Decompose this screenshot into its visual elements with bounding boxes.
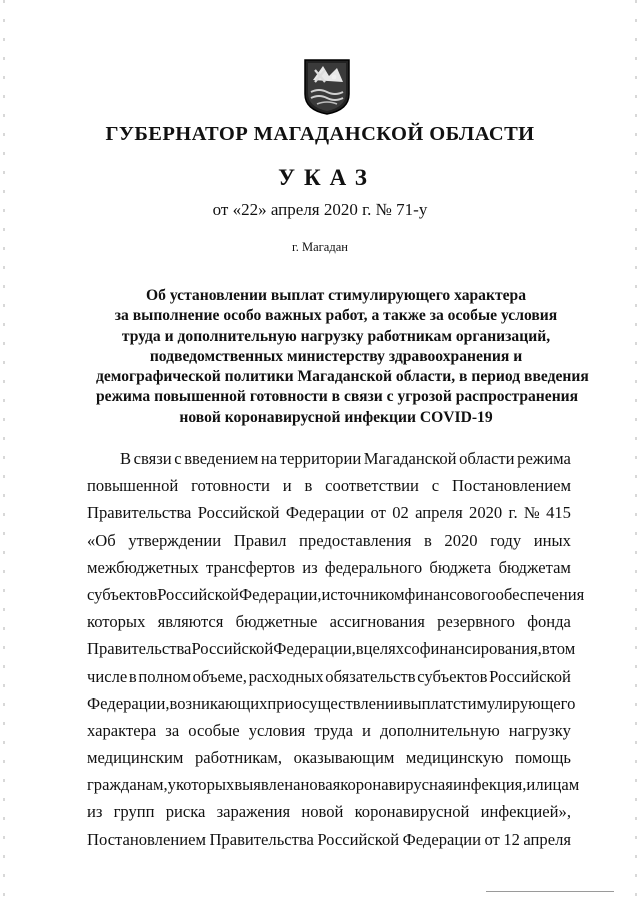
body-word: из [302,557,318,577]
body-line [87,826,571,853]
body-line [87,581,585,608]
body-word: трансфертов [206,557,295,577]
body-word: особые [188,720,240,740]
body-word: дополнительную [379,720,500,740]
body-word: Магаданской [363,449,457,468]
body-word: иных [533,530,571,550]
bottom-rule [486,891,614,892]
body-word: из [87,802,103,822]
body-word: групп [113,802,155,822]
body-word: ассигнования [329,612,425,632]
body-word: лицам [535,775,580,795]
body-word: целях [363,639,405,659]
body-word: источником [321,584,405,604]
body-word: за [165,720,180,740]
document-body [87,445,585,853]
body-word: от [370,503,386,523]
body-word: являются [157,612,224,632]
body-line [87,554,571,581]
body-word: межбюджетных [87,557,199,577]
body-word: Правительства [87,639,192,659]
body-word: 12 [503,829,520,849]
body-word: объеме, [192,666,247,686]
body-word: в [423,530,432,550]
body-word: и [526,775,536,795]
body-word: софинансирования, [404,639,542,659]
body-word: бюджетные [235,612,318,632]
document-city: г. Магадан [292,240,348,254]
body-line [87,771,580,798]
body-word: заражения [216,802,291,822]
body-word: «Об [87,530,116,550]
body-word: Постановлением [87,829,206,849]
body-line [87,744,571,771]
body-word: Федерации, [273,639,356,659]
body-word: Федерации [285,503,365,523]
title-line: новой коронавирусной инфекции COVID-19 [179,408,493,426]
document-dateline: от «22» апреля 2020 г. № 71-у [212,200,428,219]
body-word: финансового [404,584,496,604]
body-word: апреля [415,503,463,523]
body-line [87,608,571,635]
body-word: риска [165,802,206,822]
body-word: с [431,476,440,496]
body-word: выявлена [234,775,301,795]
body-word: 2020 [469,503,503,523]
body-word: которых [87,612,146,632]
body-word: помощь [514,748,571,768]
body-word: предоставления [299,530,412,550]
body-word: в [128,666,137,686]
document-title [96,286,589,428]
body-line [87,472,571,499]
body-word: утверждении [128,530,222,550]
body-word: обеспечения [495,584,585,604]
body-word: Российской [157,584,239,604]
body-word: апреля [523,829,571,849]
body-word: области [459,449,515,468]
body-word: условия [248,720,306,740]
body-word: расходных [248,666,324,686]
body-word: возникающих [169,693,268,713]
body-word: Российской [317,829,400,849]
body-word: № [523,503,540,523]
body-word: федерального [324,557,423,577]
body-line [87,717,571,744]
body-word: в [541,639,550,659]
body-word: 02 [392,503,409,523]
body-word: режима [517,449,571,468]
body-word: Правительства [209,829,314,849]
body-word: фонда [527,612,571,632]
body-word: году [490,530,522,550]
body-word: коронавирусная [340,775,453,795]
body-word: на [260,449,278,468]
body-word: резервного [437,612,515,632]
body-line [87,445,571,472]
title-line: демографической политики Магаданской области, в период введения [96,368,589,386]
body-word: которых [175,775,235,795]
body-word: г. [508,503,518,523]
body-word: и [282,476,292,496]
body-word: 415 [546,503,571,523]
body-word: субъектов [417,666,488,686]
body-word: стимулирующего [453,693,576,713]
body-word: Правил [233,530,287,550]
title-line: Об установлении выплат стимулирующего характера [146,287,526,304]
body-word: Постановлением [452,476,571,496]
body-word: полном [138,666,191,686]
body-word: повышенной [87,476,179,496]
body-word: нагрузку [508,720,571,740]
body-word: в [304,476,313,496]
body-word: работникам, [195,748,283,768]
body-word: от [484,829,500,849]
body-word: Федерации [402,829,481,849]
body-line [87,527,571,554]
body-word: Федерации, [87,693,170,713]
body-word: числе [87,666,128,686]
body-word: обязательств [325,666,416,686]
body-word: труда [314,720,353,740]
body-word: бюджетам [498,557,571,577]
body-line [87,663,571,690]
body-word: 2020 [444,530,478,550]
body-word: коронавирусной [354,802,470,822]
body-word: и [362,720,371,740]
body-word: том [549,639,576,659]
body-word: бюджета [429,557,492,577]
body-line [87,635,576,662]
title-line: труда и дополнительную нагрузку работникам организаций, [121,327,551,345]
body-line [87,798,571,825]
body-word: инфекция, [452,775,527,795]
body-word: территории [279,449,362,468]
body-word: связи [133,449,172,468]
body-word: в [355,639,364,659]
body-word: с [174,449,182,468]
body-word: новой [301,802,344,822]
body-word: Федерации, [239,584,322,604]
body-word: медицинскую [405,748,504,768]
coat-of-arms-icon [303,58,351,116]
body-word: субъектов [87,584,158,604]
body-word: характера [87,720,157,740]
body-word: введением [184,449,259,468]
body-word: при [267,693,294,713]
issuing-authority: ГУБЕРНАТОР МАГАДАНСКОЙ ОБЛАСТИ [105,123,535,145]
title-line: режима повышенной готовности в связи с угрозой распространения [96,388,579,406]
body-word: осуществлении [293,693,403,713]
body-word: у [167,775,176,795]
body-word: Российской [191,639,274,659]
body-word: инфекцией», [480,802,571,822]
body-word: гражданам, [87,775,168,795]
body-word: новая [300,775,341,795]
title-line: подведомственных министерству здравоохранения и [149,347,523,365]
document-type: УКАЗ [278,165,376,190]
body-line [87,690,576,717]
body-line [87,499,571,526]
body-word: соответствии [325,476,419,496]
body-word: Российской [197,503,280,523]
body-word: выплат [402,693,454,713]
body-word: готовности [191,476,270,496]
body-word: медицинским [87,748,184,768]
body-word: Российской [489,666,571,686]
body-word: оказывающим [293,748,395,768]
title-line: за выполнение особо важных работ, а также за особые условия [114,307,558,325]
body-word: Правительства [87,503,192,523]
body-word: В [120,449,132,468]
